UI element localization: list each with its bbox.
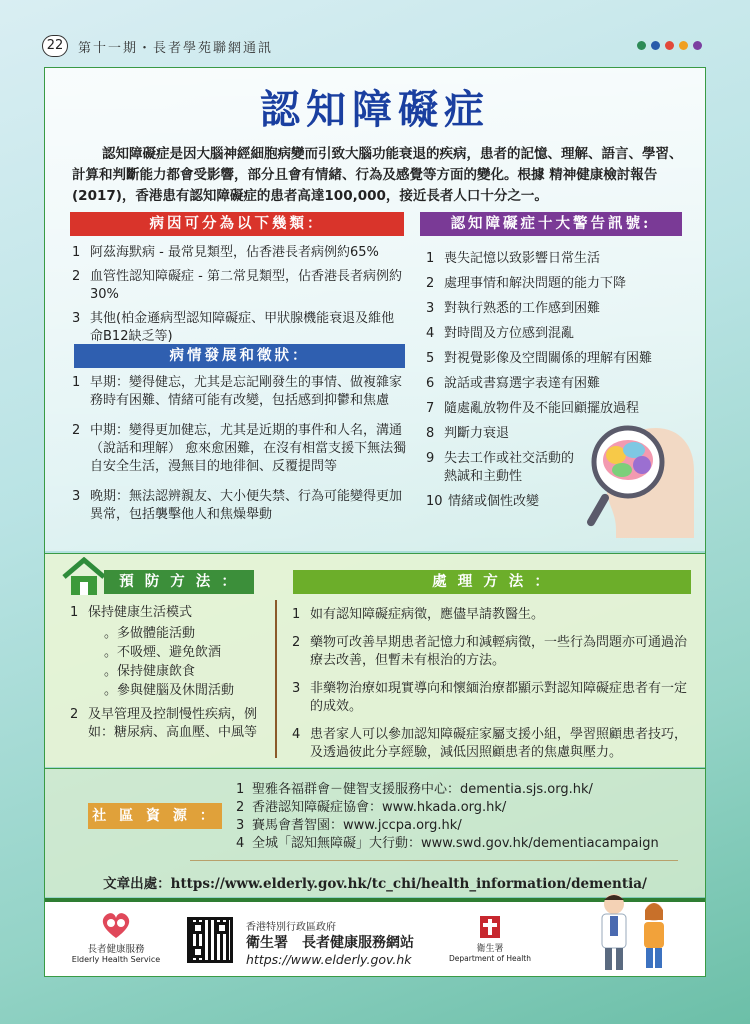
list-item: 2 血管性認知障礙症 - 第二常見類型，佔香港長者病例約30% — [72, 269, 402, 302]
gov-label: 香港特別行政區政府 — [246, 922, 336, 933]
sub-item: 。不吸煙、避免飲酒 — [104, 645, 222, 660]
list-item: 2 香港認知障礙症協會：www.hkada.org.hk/ — [236, 800, 507, 815]
divider — [190, 860, 678, 861]
dot-icon — [693, 41, 702, 50]
dot-icon — [665, 41, 674, 50]
website-link[interactable]: https://www.elderly.gov.hk — [246, 952, 412, 967]
page-title: 認知障礙症 — [260, 87, 490, 133]
list-item: 3 非藥物治療如現實導向和懷緬治療都顯示對認知障礙症患者有一定的成效。 — [292, 681, 688, 714]
prevention-list — [70, 604, 270, 748]
sub-item: 。保持健康飲食 — [104, 664, 196, 679]
prevention-heading: 預 防 方 法 ： — [104, 570, 254, 594]
causes-list — [72, 244, 407, 352]
heart-logo-icon — [98, 910, 134, 940]
dot-icon — [651, 41, 660, 50]
doh-logo: 衛生署 Department of Health — [448, 914, 532, 964]
ehs-logo: 長者健康服務 Elderly Health Service — [62, 910, 170, 970]
sub-item: 。多做體能活動 — [104, 626, 196, 641]
list-item: 4 全城「認知無障礙」大行動：www.swd.gov.hk/dementiacampaign — [236, 836, 659, 851]
page-header — [0, 0, 750, 62]
list-item: 3 其他(柏金遜病型認知障礙症、甲狀腺機能衰退及維他命B12缺乏等) — [72, 311, 395, 344]
list-item: 4 患者家人可以參加認知障礙症家屬支援小組，學習照顧患者技巧，及透過彼此分享經驗，減低因照顧患者的焦慮與壓力。 — [292, 727, 688, 760]
issue-title: 第十一期・長者學苑聯網通訊 — [78, 41, 274, 56]
column-divider — [275, 600, 277, 758]
dot-icon — [637, 41, 646, 50]
causes-heading: 病因可分為以下幾類： — [70, 212, 404, 236]
progress-heading: 病情發展和徵狀： — [74, 344, 405, 368]
list-item: 3 對執行熟悉的工作感到困難 — [426, 301, 601, 316]
list-item: 2 中期：變得更加健忘，尤其是近期的事件和人名，溝通（說話和理解） 愈來愈困難，在沒有相當支援下無法獨自安全生活，漫無目的地徘徊、反覆提問等 — [72, 423, 407, 474]
resource-link[interactable]: 全城「認知無障礙」大行動：www.swd.gov.hk/dementiacampaign — [252, 836, 659, 851]
dept-site-title: 衛生署 長者健康服務網站 — [246, 935, 414, 951]
list-item: 6 說話或書寫選字表達有困難 — [426, 376, 601, 391]
list-item: 2 及早管理及控制慢性疾病，例如：糖尿病、高血壓、中風等 — [70, 707, 258, 740]
list-item: 2 處理事情和解決問題的能力下降 — [426, 276, 627, 291]
qr-code-icon[interactable] — [187, 917, 233, 963]
intro-paragraph: 認知障礙症是因大腦神經細胞病變而引致大腦功能衰退的疾病，患者的記憶、理解、語言、學習、計算和判斷能力都會受影響，部分且會有情緒、行為及感覺等方面的變化。根據 精神健康檢討報告 (2017)，香港患有認知障礙症的患者高達100,000，接近長者人口十分之一。 — [72, 146, 683, 204]
list-item: 2 藥物可改善早期患者記憶力和減輕病徵，一些行為問題亦可通過治療去改善，但暫未有根治的方法。 — [292, 635, 688, 668]
list-item: 7 隨處亂放物件及不能回顧擺放過程 — [426, 401, 640, 416]
brain-illustration-icon — [576, 410, 696, 538]
sub-item: 。參與健腦及休閒活動 — [104, 683, 235, 698]
resources-heading: 社 區 資 源 ： — [88, 803, 222, 829]
warnings-heading: 認知障礙症十大警告訊號: — [420, 212, 682, 236]
list-item: 5 對視覺影像及空間關係的理解有困難 — [426, 351, 653, 366]
list-item: 1 保持健康生活模式 — [70, 605, 193, 620]
treatment-heading: 處 理 方 法 ： — [293, 570, 691, 594]
list-item: 1 如有認知障礙症病徵，應儘早請教醫生。 — [292, 607, 545, 622]
list-item: 4 對時間及方位感到混亂 — [426, 326, 575, 341]
doctor-patient-illustration-icon — [590, 890, 680, 974]
resources-list — [236, 781, 659, 853]
decorative-dots — [637, 41, 702, 50]
list-item: 3 賽馬會耆智園：www.jccpa.org.hk/ — [236, 818, 462, 833]
dot-icon — [679, 41, 688, 50]
list-item: 1 喪失記憶以致影響日常生活 — [426, 251, 601, 266]
resource-link[interactable]: 聖雅各福群會－健智支援服務中心：dementia.sjs.org.hk/ — [252, 782, 593, 797]
list-item: 1 早期：變得健忘，尤其是忘記剛發生的事情、做複雜家務時有困難、情緒可能有改變，包括感到抑鬱和焦慮 — [72, 375, 403, 408]
list-item: 10 情緒或個性改變 — [426, 494, 540, 509]
doh-emblem-icon — [478, 914, 502, 940]
resource-link[interactable]: 賽馬會耆智園：www.jccpa.org.hk/ — [252, 818, 462, 833]
progress-list — [72, 374, 407, 530]
resource-link[interactable]: 香港認知障礙症協會：www.hkada.org.hk/ — [252, 800, 507, 815]
source-link[interactable]: 文章出處：https://www.elderly.gov.hk/tc_chi/health_information/dementia/ — [103, 876, 647, 892]
list-item: 8 判斷力衰退 — [426, 426, 510, 441]
list-item: 1 聖雅各福群會－健智支援服務中心：dementia.sjs.org.hk/ — [236, 782, 593, 797]
list-item: 1 阿茲海默病 - 最常見類型，佔香港長者病例約65% — [72, 245, 379, 260]
page-number: 22 — [42, 35, 68, 57]
list-item: 9 失去工作或社交活動的熱誠和主動性 — [426, 451, 575, 484]
treatment-list — [292, 606, 690, 768]
list-item: 3 晚期：無法認辨親友、大小便失禁、行為可能變得更加異常，包括襲擊他人和焦燥舉動 — [72, 489, 403, 522]
house-icon — [62, 557, 106, 597]
